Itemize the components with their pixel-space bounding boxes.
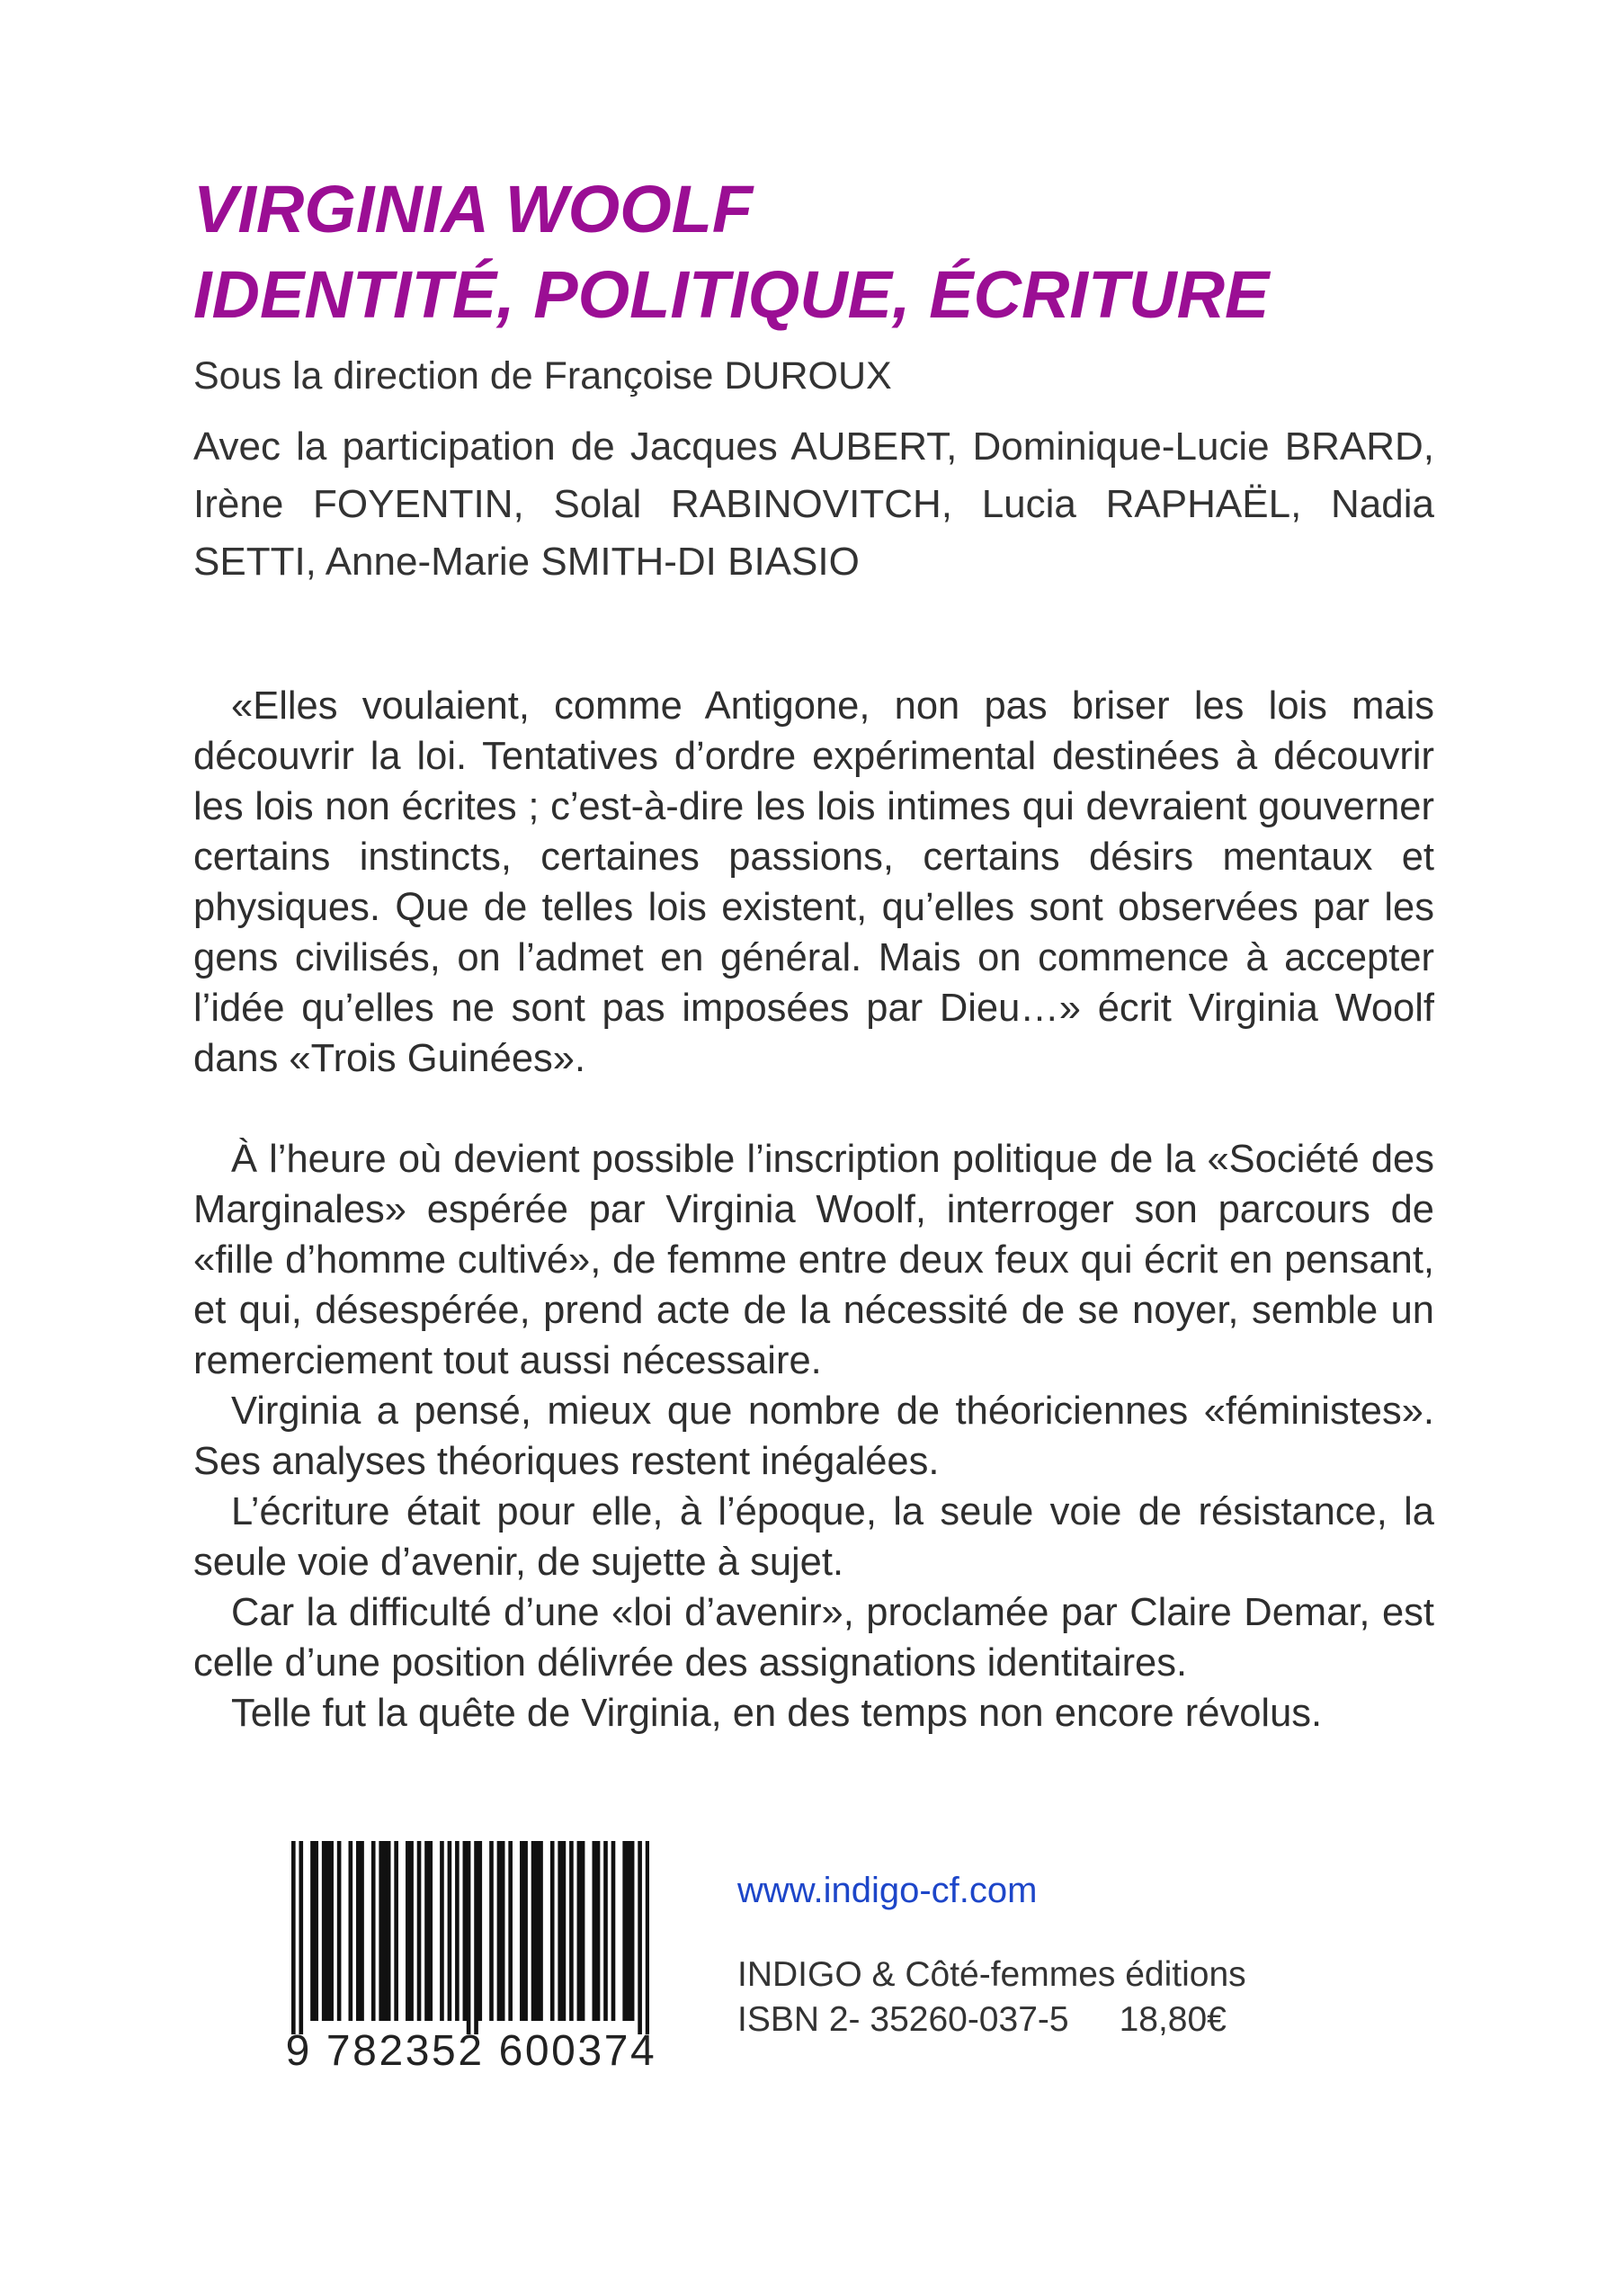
back-cover [193, 166, 1434, 1738]
barcode-bar [394, 1841, 398, 2021]
barcode-bar [603, 1841, 608, 2021]
barcode-bar [520, 1841, 524, 2021]
barcode-bar [523, 1841, 528, 2021]
paragraph-spacer [193, 1084, 1434, 1134]
barcode-bar [646, 1841, 649, 2034]
barcode-bar [611, 1841, 616, 2021]
barcode-bar [477, 1841, 482, 2021]
barcode-bar [379, 1841, 383, 2021]
barcode-bar [535, 1841, 540, 2021]
barcode-bar [314, 1841, 318, 2021]
barcode-bar [630, 1841, 635, 2021]
barcode-bar [329, 1841, 334, 2021]
barcode-bar [577, 1841, 582, 2021]
barcode-bar [474, 1841, 478, 2034]
barcode-bar [592, 1841, 596, 2021]
editor-credit: Sous la direction de Françoise DUROUX [193, 354, 892, 398]
barcode-bar [638, 1841, 642, 2034]
title-line-author: VIRGINIA WOOLF [193, 172, 754, 246]
barcode-bar [360, 1841, 364, 2021]
barcode-bar [326, 1841, 330, 2021]
barcode-bar [406, 1841, 410, 2021]
title-line-subtitle: IDENTITÉ, POLITIQUE, ÉCRITURE [193, 257, 1270, 332]
barcode-bar [337, 1841, 342, 2021]
barcode-bar [569, 1841, 574, 2021]
barcode-bar [531, 1841, 536, 2021]
barcode-bar [291, 1841, 296, 2034]
barcode-bar [550, 1841, 555, 2021]
publisher-website-link[interactable]: www.indigo-cf.com [737, 1871, 1038, 1910]
barcode-bar [489, 1841, 494, 2021]
barcode-bar [322, 1841, 326, 2021]
barcode-bar [508, 1841, 513, 2021]
blurb-paragraph-4: Car la difficulté d’une «loi d’avenir», proclamée par Claire Demar, est celle d’une position délivrée des assignations identitaires. [193, 1591, 1434, 1685]
price: 18,80€ [1119, 2000, 1227, 2039]
barcode-bar [371, 1841, 376, 2021]
barcode-bar [596, 1841, 601, 2021]
barcode-bar [424, 1841, 429, 2021]
barcode-bar [387, 1841, 391, 2021]
barcode-bar [501, 1841, 505, 2021]
barcode-bar [428, 1841, 433, 2021]
blurb [193, 681, 1434, 1738]
isbn-price-line [737, 2000, 1227, 2040]
cover-footer [0, 1841, 1624, 2111]
barcode-bar [356, 1841, 361, 2021]
barcode-bar [539, 1841, 543, 2021]
isbn-number: ISBN 2- 35260-037-5 [737, 2000, 1069, 2039]
barcode-bar [383, 1841, 388, 2021]
barcode-bar [622, 1841, 627, 2021]
barcode-bar [463, 1841, 468, 2021]
blurb-paragraph-2: Virginia a pensé, mieux que nombre de théoriciennes «féministes». Ses analyses théoriques restent inégalées. [193, 1390, 1434, 1483]
barcode-bar [497, 1841, 502, 2021]
barcode-bar [627, 1841, 631, 2021]
contributors-credit: Avec la participation de Jacques AUBERT, Dominique-Lucie BRARD, Irène FOYENTIN, Solal RABINOVITCH, Lucia RAPHAËL, Nadia SETTI, Anne-Marie SMITH-DI BIASIO [193, 425, 1434, 584]
blurb-paragraph-5: Telle fut la quête de Virginia, en des temps non encore révolus. [231, 1692, 1323, 1735]
barcode-bar [409, 1841, 414, 2021]
blurb-quote: «Elles voulaient, comme Antigone, non pas briser les lois mais découvrir la loi. Tentatives d’ordre expérimental destinées à découvrir les lois non écrites ; c’est-à-dire les lois intimes qui devraient gouverner certains instincts, certaines passions, certains désirs mentaux et physiques. Que de telles lois existent, qu’elles sont observées par les gens civilisés, on l’admet en général. Mais on commence à accepter l’idée qu’elles ne sont pas imposées par Dieu…» écrit Virginia Woolf dans «Trois Guinées». [193, 684, 1434, 1080]
blurb-paragraph-1: À l’heure où devient possible l’inscription politique de la «Société des Marginales» espérée par Virginia Woolf, interroger son parcours de «fille d’homme cultivé», de femme entre deux feux qui écrit en pensant, et qui, désespérée, prend acte de la nécessité de se noyer, semble un remerciement tout aussi nécessaire. [193, 1138, 1434, 1382]
barcode-bar [467, 1841, 471, 2034]
barcode-bar [440, 1841, 444, 2021]
barcode-bar [581, 1841, 585, 2021]
barcode-number: 9 782352 600374 [285, 2027, 657, 2075]
barcode-bars [291, 1841, 649, 2034]
book-title [193, 166, 1434, 337]
blurb-paragraph-3: L’écriture était pour elle, à l’époque, la seule voie de résistance, la seule voie d’avenir, de sujette à sujet. [193, 1490, 1434, 1584]
barcode-bar [455, 1841, 460, 2021]
barcode-bar [558, 1841, 562, 2021]
barcode-bar [310, 1841, 315, 2021]
barcode-bar [417, 1841, 422, 2021]
isbn-barcode [285, 1841, 657, 2084]
publisher-name: INDIGO & Côté-femmes éditions [737, 1955, 1246, 1994]
barcode-bar [448, 1841, 452, 2021]
barcode-bar [299, 1841, 303, 2034]
barcode-bar [349, 1841, 353, 2021]
barcode-bar [562, 1841, 567, 2021]
